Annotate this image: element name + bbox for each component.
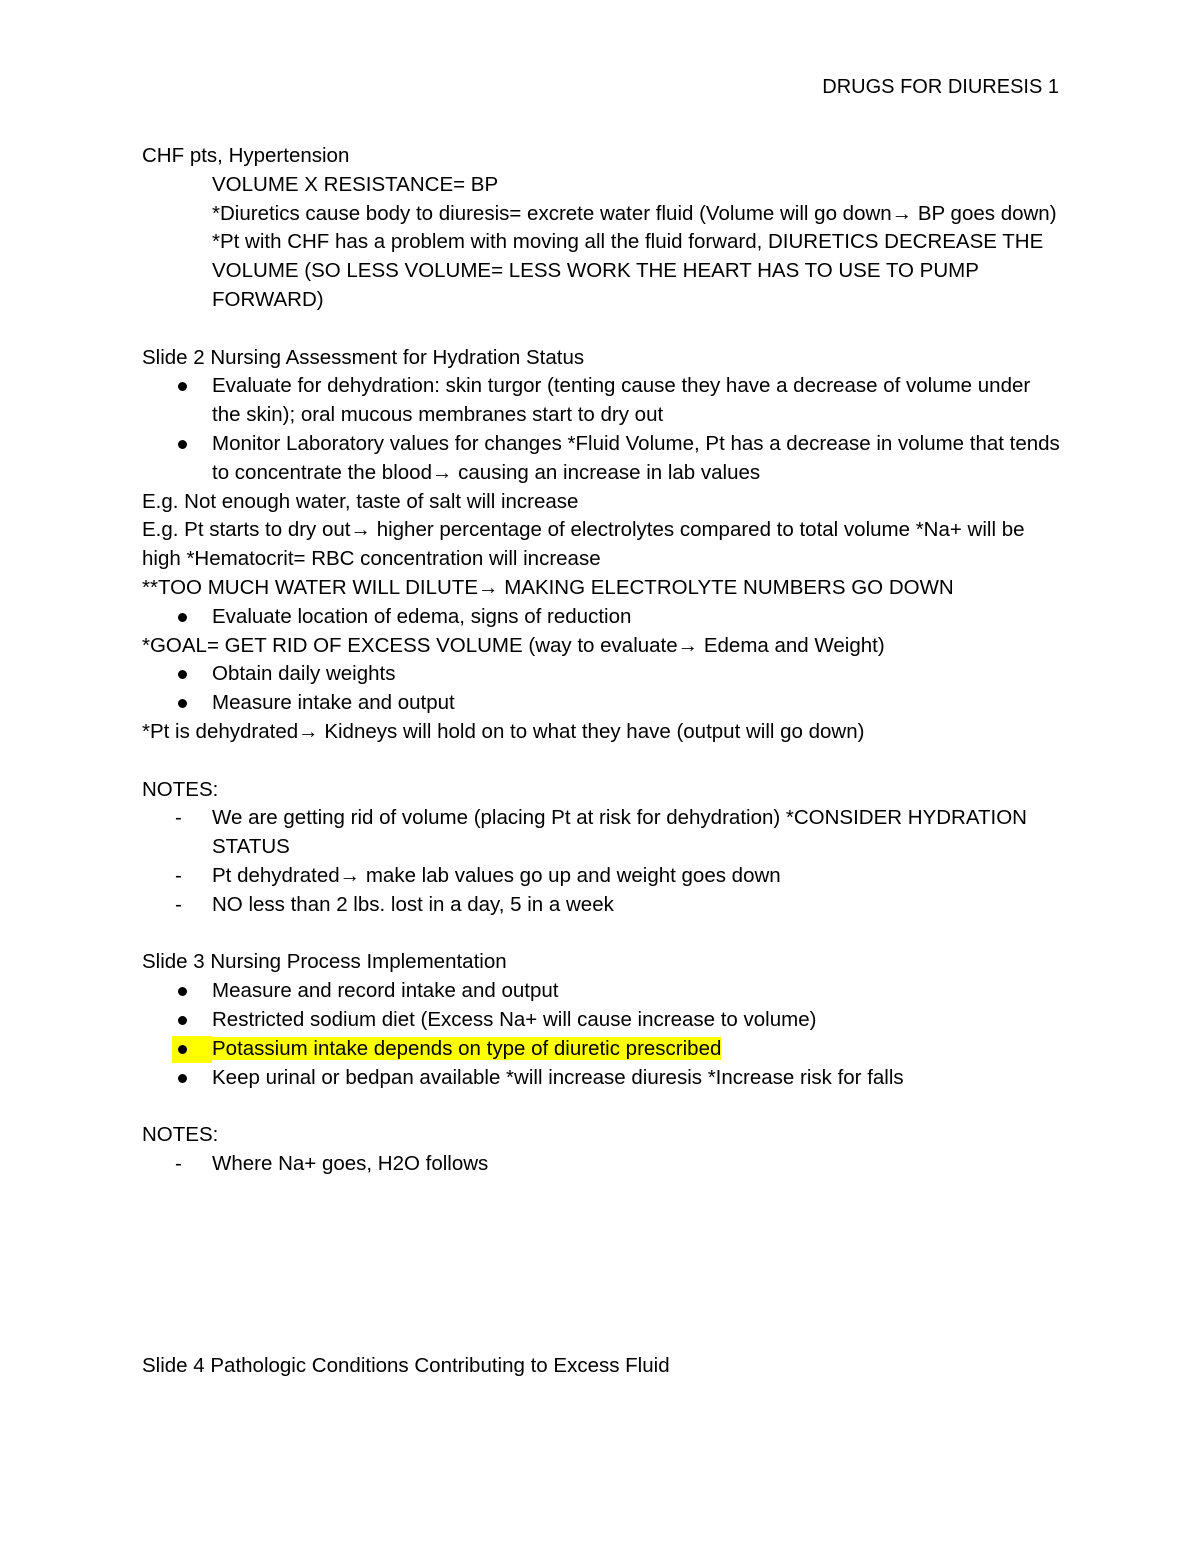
list-item: Evaluate location of edema, signs of reduction bbox=[142, 603, 1062, 632]
list-item: - Where Na+ goes, H2O follows bbox=[142, 1150, 1062, 1179]
list-item: Restricted sodium diet (Excess Na+ will cause increase to volume) bbox=[142, 1006, 1062, 1035]
example-line: E.g. Not enough water, taste of salt will increase bbox=[142, 489, 579, 513]
page-header: DRUGS FOR DIURESIS 1 bbox=[822, 76, 1059, 98]
bullet-icon bbox=[178, 382, 187, 391]
bullet-icon bbox=[178, 1016, 187, 1025]
dash-icon: - bbox=[175, 806, 182, 830]
list-item: Obtain daily weights bbox=[142, 660, 1062, 689]
slide3-heading: Slide 3 Nursing Process Implementation bbox=[142, 950, 507, 974]
list-item: - We are getting rid of volume (placing Pt at risk for dehydration) *CONSIDER HYDRATION STATUS bbox=[175, 806, 1027, 859]
dehydrated-note: *Pt is dehydrated→ Kidneys will hold on to what they have (output will go down) bbox=[142, 719, 865, 743]
list-item: - NO less than 2 lbs. lost in a day, 5 in a week bbox=[142, 891, 1062, 920]
list-item: Keep urinal or bedpan available *will increase diuresis *Increase risk for falls bbox=[142, 1064, 1062, 1093]
slide2-heading: Slide 2 Nursing Assessment for Hydration Status bbox=[142, 345, 585, 369]
highlighted-list-item bbox=[142, 1035, 1062, 1064]
dilute-note: **TOO MUCH WATER WILL DILUTE→ MAKING ELECTROLYTE NUMBERS GO DOWN bbox=[142, 575, 954, 599]
list-item: Measure and record intake and output bbox=[142, 977, 1062, 1006]
dash-icon: - bbox=[175, 892, 182, 916]
example-line: E.g. Pt starts to dry out→ higher percentage of electrolytes compared to total volume *Na+ will be high *Hematocrit= RBC concentration will increase bbox=[142, 518, 1025, 571]
chf-note: *Pt with CHF has a problem with moving all the fluid forward, DIURETICS DECREASE THE VOLUME (SO LESS VOLUME= LESS WORK THE HEART HAS TO USE TO PUMP FORWARD) bbox=[212, 230, 1044, 311]
dash-icon: - bbox=[175, 863, 182, 887]
bullet-icon bbox=[178, 987, 187, 996]
bullet-icon bbox=[178, 613, 187, 622]
list-item: Measure intake and output bbox=[142, 689, 1062, 718]
highlighted-text: Potassium intake depends on type of diuretic prescribed bbox=[212, 1036, 722, 1060]
bullet-icon bbox=[178, 1074, 187, 1083]
bullet-icon bbox=[178, 670, 187, 679]
list-item: Evaluate for dehydration: skin turgor (tenting cause they have a decrease of volume under the skin); oral mucous membranes start to dry out bbox=[142, 372, 1062, 430]
section-heading-chf: CHF pts, Hypertension bbox=[142, 144, 350, 167]
list-item: Monitor Laboratory values for changes *Fluid Volume, Pt has a decrease in volume that tends to concentrate the blood→ causing an increase in lab values bbox=[142, 430, 1062, 488]
document-body bbox=[142, 142, 1062, 1380]
goal-line: *GOAL= GET RID OF EXCESS VOLUME (way to evaluate→ Edema and Weight) bbox=[142, 633, 885, 657]
dash-icon: - bbox=[175, 1151, 182, 1175]
diuretics-note: *Diuretics cause body to diuresis= excrete water fluid (Volume will go down→ BP goes down) bbox=[212, 201, 1057, 225]
bullet-icon bbox=[178, 1045, 187, 1054]
bullet-icon bbox=[178, 440, 187, 449]
slide4-heading: Slide 4 Pathologic Conditions Contributing to Excess Fluid bbox=[142, 1353, 670, 1377]
notes-heading: NOTES: bbox=[142, 1123, 219, 1147]
list-item: - Pt dehydrated→ make lab values go up and weight goes down bbox=[142, 862, 1062, 891]
notes-heading: NOTES: bbox=[142, 777, 219, 801]
bullet-icon bbox=[178, 699, 187, 708]
formula-line: VOLUME X RESISTANCE= BP bbox=[212, 172, 499, 196]
